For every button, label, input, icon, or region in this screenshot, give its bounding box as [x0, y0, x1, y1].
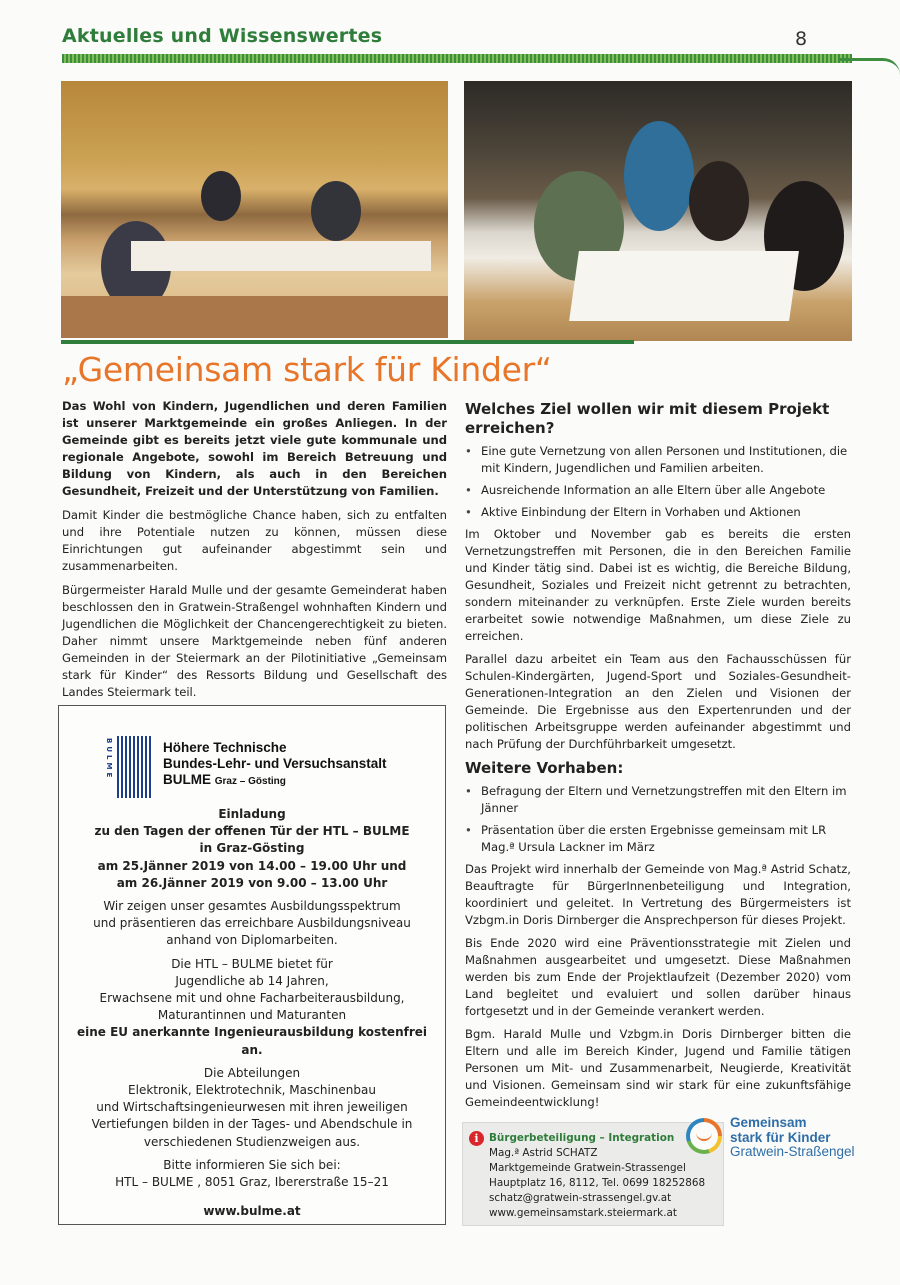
school-name-line: Bundes-Lehr- und Versuchsanstalt [163, 756, 387, 771]
bulme-logo-bars [117, 736, 153, 798]
photo-figure [201, 171, 241, 221]
invite-block [69, 806, 435, 892]
bulme-logo [105, 736, 153, 798]
ad-line: Die HTL – BULME bietet für [171, 956, 333, 971]
school-name-line: Höhere Technische [163, 740, 287, 755]
ad-line: und Wirtschaftsingenieurwesen mit ihren jeweiligen [96, 1100, 408, 1115]
contact-website-link[interactable]: www.gemeinsamstark.steiermark.at [489, 1207, 677, 1219]
invite-title: Einladung [218, 807, 286, 821]
ad-website-link[interactable]: www.bulme.at [203, 1204, 301, 1219]
photo-figure [624, 121, 694, 231]
event-date: am 26.Jänner 2019 von 9.00 – 13.00 Uhr [116, 875, 388, 890]
list-item: • Präsentation über die ersten Ergebnisse gemeinsam mit LR Mag.ª Ursula Lackner im März [465, 822, 851, 856]
plans-list [465, 783, 851, 856]
bulme-logo-letters: BULME [105, 738, 113, 781]
article-right-column [465, 398, 851, 1117]
article-paragraph: Im Oktober und November gab es bereits die ersten Vernetzungstreffen mit Personen, die in den Bereichen Familie und Kinder tätig sind. Dabei ist es wichtig, die Bereiche Bildung, Gesundheit, Soziales und Freizeit nicht getrennt zu betrachten, sondern miteinander zu verknüpfen. Erste Ziele wurden bereits erarbeitet sowie notwendige Maßnahmen, um diese Ziele zu erreichen. [465, 527, 851, 643]
ad-line: Die Abteilungen [203, 1065, 301, 1080]
title-rule [61, 340, 634, 344]
goal-heading: Welches Ziel wollen wir mit diesem Projekt erreichen? [465, 400, 830, 437]
event-date: am 25.Jänner 2019 von 14.00 – 19.00 Uhr und [97, 858, 407, 873]
photo-workshop-table [464, 81, 852, 341]
logo-line: Gratwein-Straßengel [730, 1144, 855, 1159]
contact-address: Hauptplatz 16, 8112, Tel. 0699 18252868 [489, 1177, 706, 1189]
ad-line: Elektronik, Elektrotechnik, Maschinenbau [128, 1083, 376, 1098]
ad-line-bold: eine EU anerkannte Ingenieurausbildung kostenfrei an. [76, 1025, 428, 1057]
logo-text [730, 1116, 855, 1160]
school-short-name: BULME [163, 772, 211, 787]
photo-tables [131, 241, 431, 271]
article-title: „Gemeinsam stark für Kinder“ [62, 350, 552, 389]
list-item: • Eine gute Vernetzung von allen Personen und Institutionen, die mit Kindern, Jugendlichen und Familien arbeiten. [465, 443, 851, 477]
ad-line: Maturantinnen und Maturanten [157, 1008, 347, 1023]
logo-line: Gemeinsam [730, 1115, 807, 1130]
ad-line: Wir zeigen unser gesamtes Ausbildungsspektrum [103, 899, 401, 914]
header-stripe [62, 54, 852, 63]
section-title: Aktuelles und Wissenswertes [62, 25, 383, 47]
bulme-advertisement [58, 705, 446, 1225]
show-block [69, 898, 435, 950]
ad-line: verschiedenen Studienzweigen aus. [143, 1134, 361, 1149]
gemeinsam-stark-logo [686, 1116, 886, 1166]
goal-list [465, 443, 851, 521]
list-item: • Aktive Einbindung der Eltern in Vorhaben und Aktionen [465, 504, 851, 521]
article-paragraph: Bürgermeister Harald Mulle und der gesamte Gemeinderat haben beschlossen den in Gratwein-Straßengel wohnhaften Kindern und Jugendlichen die Möglichkeit der Chancengerechtigkeit zu bieten. Daher nimmt unsere Marktgemeinde neben fünf anderen Gemeinden in der Steiermark an der Pilotinitiative „Gemeinsam stark für Kinder“ des Ressorts Bildung und Gesellschaft des Landes Steiermark teil. [62, 583, 447, 699]
department-block [69, 1065, 435, 1151]
header-stripe-curve [840, 58, 900, 75]
article-intro: Das Wohl von Kindern, Jugendlichen und deren Familien ist unserer Marktgemeinde ein großes Anliegen. In der Gemeinde gibt es bereits jetzt viele gute kommunale und regionale Angebote, sowohl im Bereich Betreuung und Bildung von Kindern, als auch in den Bereichen Gesundheit, Freizeit und der Unterstützung von Familien. [62, 399, 447, 498]
photo-figure [689, 161, 749, 241]
article-left-column [62, 398, 447, 708]
list-item: • Befragung der Eltern und Vernetzungstreffen mit den Eltern im Jänner [465, 783, 851, 817]
article-paragraph: Bgm. Harald Mulle und Vzbgm.in Doris Dirnberger bitten die Eltern und alle im Bereich Kinder, Jugend und Familie tätigen Personen um Mit- und Zusammenarbeit, Neugierde, Kreativität und Visionen. Gemeinsam sind wir stark für eine zukunftsfähige Gemeindeentwicklung! [465, 1027, 851, 1109]
ad-line: Bitte informieren Sie sich bei: [163, 1157, 341, 1172]
photo-figure [311, 181, 361, 241]
article-paragraph: Bis Ende 2020 wird eine Präventionsstrategie mit Zielen und Maßnahmen ausgearbeitet und umgesetzt. Diese Maßnahmen werden bis zum Ende der Projektlaufzeit (Dezember 2020) vom Land begleitet und evaluiert und sollen darüber hinaus fortgesetzt und in der Gemeinde verankert werden. [465, 936, 851, 1018]
school-address: HTL – BULME , 8051 Graz, Ibererstraße 15–21 [115, 1175, 389, 1190]
info-block [69, 1157, 435, 1191]
logo-line: stark für Kinder [730, 1129, 831, 1145]
photo-paper [569, 251, 799, 321]
contact-email-link[interactable]: schatz@gratwein-strassengel.gv.at [489, 1192, 672, 1204]
info-icon: i [469, 1131, 484, 1146]
contact-name: Mag.ª Astrid SCHATZ [489, 1147, 598, 1159]
photo-meeting-room [61, 81, 448, 338]
offer-block [69, 956, 435, 1059]
article-paragraph: Das Projekt wird innerhalb der Gemeinde von Mag.ª Astrid Schatz, Beauftragte für BürgerInnenbeteiligung und Integration, koordiniert und geleitet. In Vertretung des Bürgermeisters ist Vzbgm.in Doris Dirnberger die Ansprechperson für dieses Projekt. [465, 862, 851, 927]
page-header [62, 25, 842, 51]
invite-line: in Graz-Gösting [199, 841, 305, 856]
contact-heading: Bürgerbeteiligung – Integration [489, 1132, 675, 1144]
plans-heading: Weitere Vorhaben: [465, 759, 624, 777]
contact-box [462, 1122, 724, 1226]
school-name-line [163, 772, 443, 790]
article-paragraph: Damit Kinder die bestmögliche Chance haben, sich zu entfalten und ihre Potentiale nutzen zu können, müssen diese Einrichtungen gut aufeinander abgestimmt sein und zusammenarbeiten. [62, 508, 447, 573]
article-paragraph: Parallel dazu arbeitet ein Team aus den Fachausschüssen für Schulen-Kindergärten, Jugend-Sport und Soziales-Gesundheit-Generationen-Integration an den Zielen und Visionen der Gemeinde. Die Ergebnisse aus den Expertenrunden und der politischen Arbeitsgruppe werden aufeinander abgestimmt und nach Prüfung der Durchführbarkeit umgesetzt. [465, 652, 851, 751]
school-location: Graz – Gösting [214, 776, 286, 787]
ad-line: Erwachsene mit und ohne Facharbeiterausbildung, [99, 991, 405, 1006]
ad-line: Jugendliche ab 14 Jahren, [175, 973, 329, 988]
page-number: 8 [795, 28, 808, 50]
invite-line: zu den Tagen der offenen Tür der HTL – BULME [94, 824, 410, 839]
ad-line: Vertiefungen bilden in der Tages- und Abendschule in [91, 1117, 413, 1132]
ad-line: anhand von Diplomarbeiten. [166, 933, 338, 948]
ad-body [69, 806, 435, 1226]
school-name [163, 740, 443, 790]
list-item: • Ausreichende Information an alle Eltern über alle Angebote [465, 482, 851, 499]
photo-floor [61, 296, 448, 338]
ad-line: und präsentieren das erreichbare Ausbildungsniveau [93, 916, 411, 931]
contact-org: Marktgemeinde Gratwein-Strassengel [489, 1162, 686, 1174]
